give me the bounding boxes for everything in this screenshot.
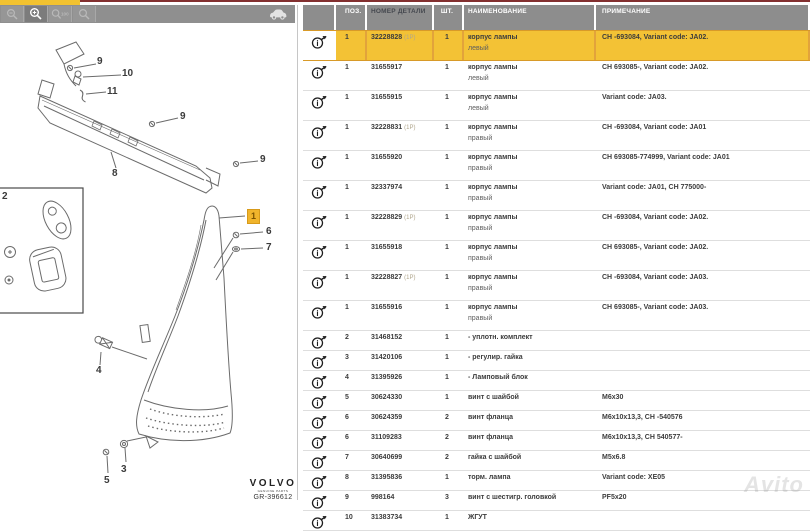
cell-name-side: правый bbox=[468, 164, 493, 172]
callout-1-highlighted[interactable]: 1 bbox=[247, 209, 260, 224]
svg-text:i: i bbox=[316, 378, 319, 388]
part-link-icon[interactable] bbox=[311, 435, 328, 449]
cell-pos: 8 bbox=[336, 471, 367, 490]
table-row[interactable] bbox=[303, 471, 810, 491]
part-link-icon[interactable] bbox=[311, 155, 328, 169]
callout-2[interactable]: 2 bbox=[2, 191, 8, 202]
cell-name: корпус лампы правый bbox=[464, 301, 596, 330]
cell-pos: 6 bbox=[336, 411, 367, 430]
zoom-area-button[interactable] bbox=[73, 6, 96, 22]
col-header-note: ПРИМЕЧАНИЕ bbox=[596, 5, 810, 30]
table-row[interactable] bbox=[303, 371, 810, 391]
table-row[interactable] bbox=[303, 271, 810, 301]
volvo-genuine-parts-label: GENUINE PARTS bbox=[257, 489, 289, 493]
cell-note: M5x6.8 bbox=[596, 451, 810, 470]
cell-pos: 6 bbox=[336, 431, 367, 450]
cell-name: корпус лампы правый bbox=[464, 241, 596, 270]
cell-qty: 1 bbox=[434, 31, 464, 60]
table-row[interactable] bbox=[303, 181, 810, 211]
cell-note: CH -693084, Variant code: JA01 bbox=[596, 121, 810, 150]
callout-7[interactable]: 7 bbox=[266, 242, 272, 253]
cell-note: Variant code: JA01, CH 775000- bbox=[596, 181, 810, 210]
cell-name: корпус лампы правый bbox=[464, 121, 596, 150]
magnifier-icon bbox=[78, 8, 91, 21]
cell-part-number: 31109283 bbox=[367, 431, 434, 450]
cell-qty: 1 bbox=[434, 371, 464, 390]
parts-line-art bbox=[0, 28, 296, 505]
part-link-icon[interactable] bbox=[311, 335, 328, 349]
cell-name-side: правый bbox=[468, 134, 493, 142]
table-row[interactable] bbox=[303, 121, 810, 151]
cell-name: торм. лампа bbox=[464, 471, 596, 490]
callout-4[interactable]: 4 bbox=[96, 365, 102, 376]
volvo-wordmark: VOLVO bbox=[249, 478, 297, 489]
cell-note: Variant code: XE05 bbox=[596, 471, 810, 490]
callout-10[interactable]: 10 bbox=[122, 68, 134, 79]
part-link-icon[interactable] bbox=[311, 185, 328, 199]
part-link-icon[interactable] bbox=[311, 275, 328, 289]
cell-pos: 5 bbox=[336, 391, 367, 410]
cell-note: CH 693085-, Variant code: JA02. bbox=[596, 241, 810, 270]
cell-name: винт с шайбой bbox=[464, 391, 596, 410]
cell-qty: 1 bbox=[434, 91, 464, 120]
cell-part-number: 998164 bbox=[367, 491, 434, 510]
diagram-toolbar bbox=[0, 5, 295, 23]
cell-name: ЖГУТ bbox=[464, 511, 596, 530]
table-row[interactable] bbox=[303, 391, 810, 411]
svg-text:i: i bbox=[316, 158, 319, 168]
table-row[interactable] bbox=[303, 431, 810, 451]
table-row[interactable] bbox=[303, 211, 810, 241]
cell-pos: 1 bbox=[336, 181, 367, 210]
table-row[interactable] bbox=[303, 30, 810, 61]
parts-table bbox=[303, 5, 810, 531]
cell-note: M6x30 bbox=[596, 391, 810, 410]
table-row[interactable] bbox=[303, 491, 810, 511]
cell-pos: 9 bbox=[336, 491, 367, 510]
cell-part-number: 31468152 bbox=[367, 331, 434, 350]
callout-5[interactable]: 5 bbox=[104, 475, 110, 486]
svg-text:i: i bbox=[316, 358, 319, 368]
part-link-icon[interactable] bbox=[311, 35, 328, 49]
cell-name-side: левый bbox=[468, 74, 489, 82]
cell-pos: 10 bbox=[336, 511, 367, 530]
cell-part-number: 31655916 bbox=[367, 301, 434, 330]
cell-part-number: 31420106 bbox=[367, 351, 434, 370]
cell-name-side: правый bbox=[468, 254, 493, 262]
part-link-icon[interactable] bbox=[311, 515, 328, 529]
svg-text:i: i bbox=[316, 338, 319, 348]
cell-part-number: 32337974 bbox=[367, 181, 434, 210]
drawing-id: GR-396612 bbox=[253, 494, 293, 501]
svg-text:i: i bbox=[316, 188, 319, 198]
cell-part-number: 31655920 bbox=[367, 151, 434, 180]
table-row[interactable] bbox=[303, 301, 810, 331]
svg-text:i: i bbox=[316, 128, 319, 138]
cell-note: CH 693085-774999, Variant code: JA01 bbox=[596, 151, 810, 180]
cell-part-number: 31655917 bbox=[367, 61, 434, 90]
cell-note: CH -693084, Variant code: JA03. bbox=[596, 271, 810, 300]
callout-8[interactable]: 8 bbox=[112, 168, 118, 179]
table-row[interactable] bbox=[303, 241, 810, 271]
cell-pos: 1 bbox=[336, 301, 367, 330]
cell-pos: 1 bbox=[336, 61, 367, 90]
svg-text:i: i bbox=[316, 418, 319, 428]
part-suffix: (1P) bbox=[404, 275, 416, 281]
cell-part-number: 31395926 bbox=[367, 371, 434, 390]
cell-pos: 2 bbox=[336, 331, 367, 350]
svg-text:i: i bbox=[316, 438, 319, 448]
svg-text:i: i bbox=[316, 38, 319, 48]
table-body bbox=[303, 30, 810, 531]
parts-diagram bbox=[0, 28, 296, 505]
svg-text:i: i bbox=[316, 458, 319, 468]
cell-name-side: левый bbox=[468, 44, 489, 52]
zoom-100-button[interactable] bbox=[49, 6, 72, 22]
svg-text:100: 100 bbox=[61, 11, 69, 17]
cell-pos: 1 bbox=[336, 121, 367, 150]
callout-3[interactable]: 3 bbox=[121, 464, 127, 475]
watermark: Avito bbox=[744, 472, 804, 497]
cell-name: корпус лампы правый bbox=[464, 271, 596, 300]
cell-part-number: 30624359 bbox=[367, 411, 434, 430]
table-row[interactable] bbox=[303, 61, 810, 91]
cell-part-number: 31383734 bbox=[367, 511, 434, 530]
cell-qty: 2 bbox=[434, 451, 464, 470]
cell-qty: 1 bbox=[434, 181, 464, 210]
cell-name-side: правый bbox=[468, 224, 493, 232]
vehicle-select-button[interactable] bbox=[265, 6, 291, 22]
callout-6[interactable]: 6 bbox=[266, 226, 272, 237]
cell-pos: 3 bbox=[336, 351, 367, 370]
svg-text:i: i bbox=[316, 278, 319, 288]
callout-9c[interactable]: 9 bbox=[260, 154, 266, 165]
cell-name: винт фланца bbox=[464, 411, 596, 430]
cell-part-number: 31655918 bbox=[367, 241, 434, 270]
cell-qty: 1 bbox=[434, 241, 464, 270]
cell-part-number: 30624330 bbox=[367, 391, 434, 410]
cell-qty: 1 bbox=[434, 151, 464, 180]
table-row[interactable] bbox=[303, 151, 810, 181]
cell-qty: 1 bbox=[434, 271, 464, 300]
cell-part-number: 31395836 bbox=[367, 471, 434, 490]
magnifier-100-icon bbox=[51, 8, 69, 21]
part-link-icon[interactable] bbox=[311, 495, 328, 509]
part-link-icon[interactable] bbox=[311, 395, 328, 409]
cell-name-side: левый bbox=[468, 104, 489, 112]
cell-name: корпус лампы левый bbox=[464, 91, 596, 120]
part-suffix: (1P) bbox=[404, 215, 416, 221]
cell-qty: 1 bbox=[434, 211, 464, 240]
part-link-icon[interactable] bbox=[311, 455, 328, 469]
svg-text:i: i bbox=[316, 478, 319, 488]
cell-name: - Ламповый блок bbox=[464, 371, 596, 390]
svg-text:i: i bbox=[316, 308, 319, 318]
zoom-out-button[interactable] bbox=[1, 6, 24, 22]
svg-text:i: i bbox=[316, 518, 319, 528]
table-row[interactable] bbox=[303, 511, 810, 531]
cell-part-number: 30640699 bbox=[367, 451, 434, 470]
table-row[interactable] bbox=[303, 91, 810, 121]
cell-qty: 1 bbox=[434, 391, 464, 410]
cell-pos: 1 bbox=[336, 151, 367, 180]
cell-note bbox=[596, 371, 810, 390]
cell-pos: 1 bbox=[336, 31, 367, 60]
cell-qty: 1 bbox=[434, 471, 464, 490]
part-suffix: (1P) bbox=[404, 125, 416, 131]
part-link-icon[interactable] bbox=[311, 355, 328, 369]
cell-pos: 7 bbox=[336, 451, 367, 470]
svg-text:i: i bbox=[316, 398, 319, 408]
cell-name: корпус лампы правый bbox=[464, 151, 596, 180]
cell-name: винт фланца bbox=[464, 431, 596, 450]
part-link-icon[interactable] bbox=[311, 415, 328, 429]
svg-text:i: i bbox=[316, 248, 319, 258]
cell-note bbox=[596, 511, 810, 530]
car-icon bbox=[268, 8, 288, 20]
cell-pos: 1 bbox=[336, 271, 367, 300]
col-header-part: НОМЕР ДЕТАЛИ bbox=[367, 5, 434, 30]
cell-name: корпус лампы левый bbox=[464, 61, 596, 90]
part-link-icon[interactable] bbox=[311, 95, 328, 109]
cell-note bbox=[596, 331, 810, 350]
part-link-icon[interactable] bbox=[311, 65, 328, 79]
cell-qty: 1 bbox=[434, 331, 464, 350]
callout-11[interactable]: 11 bbox=[107, 86, 118, 97]
cell-name: - регулир. гайка bbox=[464, 351, 596, 370]
cell-note: CH -693084, Variant code: JA02. bbox=[596, 211, 810, 240]
cell-qty: 1 bbox=[434, 511, 464, 530]
svg-text:i: i bbox=[316, 218, 319, 228]
cell-name-side: правый bbox=[468, 284, 493, 292]
cell-note: M6x10x13,3, CH 540577- bbox=[596, 431, 810, 450]
part-link-icon[interactable] bbox=[311, 125, 328, 139]
zoom-in-button[interactable] bbox=[25, 6, 48, 22]
svg-text:i: i bbox=[316, 98, 319, 108]
cell-name: винт с шестигр. головкой bbox=[464, 491, 596, 510]
cell-qty: 1 bbox=[434, 121, 464, 150]
part-suffix: (1P) bbox=[404, 35, 416, 41]
cell-note bbox=[596, 351, 810, 370]
col-header-icon bbox=[303, 5, 336, 30]
table-row[interactable] bbox=[303, 451, 810, 471]
cell-note: CH 693085-, Variant code: JA02. bbox=[596, 61, 810, 90]
part-link-icon[interactable] bbox=[311, 245, 328, 259]
cell-part-number: 32228829 (1P) bbox=[367, 211, 434, 240]
cell-part-number: 32228827 (1P) bbox=[367, 271, 434, 300]
part-link-icon[interactable] bbox=[311, 215, 328, 229]
table-row[interactable] bbox=[303, 331, 810, 351]
callout-9b[interactable]: 9 bbox=[180, 111, 186, 122]
part-link-icon[interactable] bbox=[311, 375, 328, 389]
cell-qty: 2 bbox=[434, 411, 464, 430]
cell-name-side: правый bbox=[468, 314, 493, 322]
cell-note: Variant code: JA03. bbox=[596, 91, 810, 120]
top-border-line bbox=[80, 0, 810, 2]
cell-qty: 1 bbox=[434, 301, 464, 330]
svg-text:i: i bbox=[316, 68, 319, 78]
callout-9a[interactable]: 9 bbox=[97, 56, 103, 67]
cell-qty: 1 bbox=[434, 351, 464, 370]
table-row[interactable] bbox=[303, 351, 810, 371]
col-header-name: НАИМЕНОВАНИЕ bbox=[464, 5, 596, 30]
diagram-panel bbox=[0, 5, 296, 500]
cell-name: гайка с шайбой bbox=[464, 451, 596, 470]
cell-note: CH 693085-, Variant code: JA03. bbox=[596, 301, 810, 330]
magnifier-plus-icon bbox=[29, 7, 43, 21]
cell-name: корпус лампы правый bbox=[464, 211, 596, 240]
cell-note: CH -693084, Variant code: JA02. bbox=[596, 31, 810, 60]
cell-pos: 4 bbox=[336, 371, 367, 390]
cell-qty: 1 bbox=[434, 61, 464, 90]
magnifier-minus-icon bbox=[6, 8, 19, 21]
cell-name: корпус лампы левый bbox=[464, 31, 596, 60]
cell-pos: 1 bbox=[336, 211, 367, 240]
cell-part-number: 31655915 bbox=[367, 91, 434, 120]
col-header-pos: ПОЗ. bbox=[336, 5, 367, 30]
cell-name: - уплотн. комплект bbox=[464, 331, 596, 350]
cell-qty: 2 bbox=[434, 431, 464, 450]
svg-text:i: i bbox=[316, 498, 319, 508]
cell-qty: 3 bbox=[434, 491, 464, 510]
table-header-row bbox=[303, 5, 810, 30]
col-header-qty: ШТ. bbox=[434, 5, 464, 30]
cell-part-number: 32228828 (1P) bbox=[367, 31, 434, 60]
panel-divider bbox=[297, 5, 298, 500]
cell-note: PF5x20 bbox=[596, 491, 810, 510]
table-row[interactable] bbox=[303, 411, 810, 431]
cell-part-number: 32228831 (1P) bbox=[367, 121, 434, 150]
cell-pos: 1 bbox=[336, 241, 367, 270]
part-link-icon[interactable] bbox=[311, 305, 328, 319]
cell-name-side: правый bbox=[468, 194, 493, 202]
part-link-icon[interactable] bbox=[311, 475, 328, 489]
cell-note: M6x10x13,3, CH -540576 bbox=[596, 411, 810, 430]
cell-name: корпус лампы правый bbox=[464, 181, 596, 210]
cell-pos: 1 bbox=[336, 91, 367, 120]
